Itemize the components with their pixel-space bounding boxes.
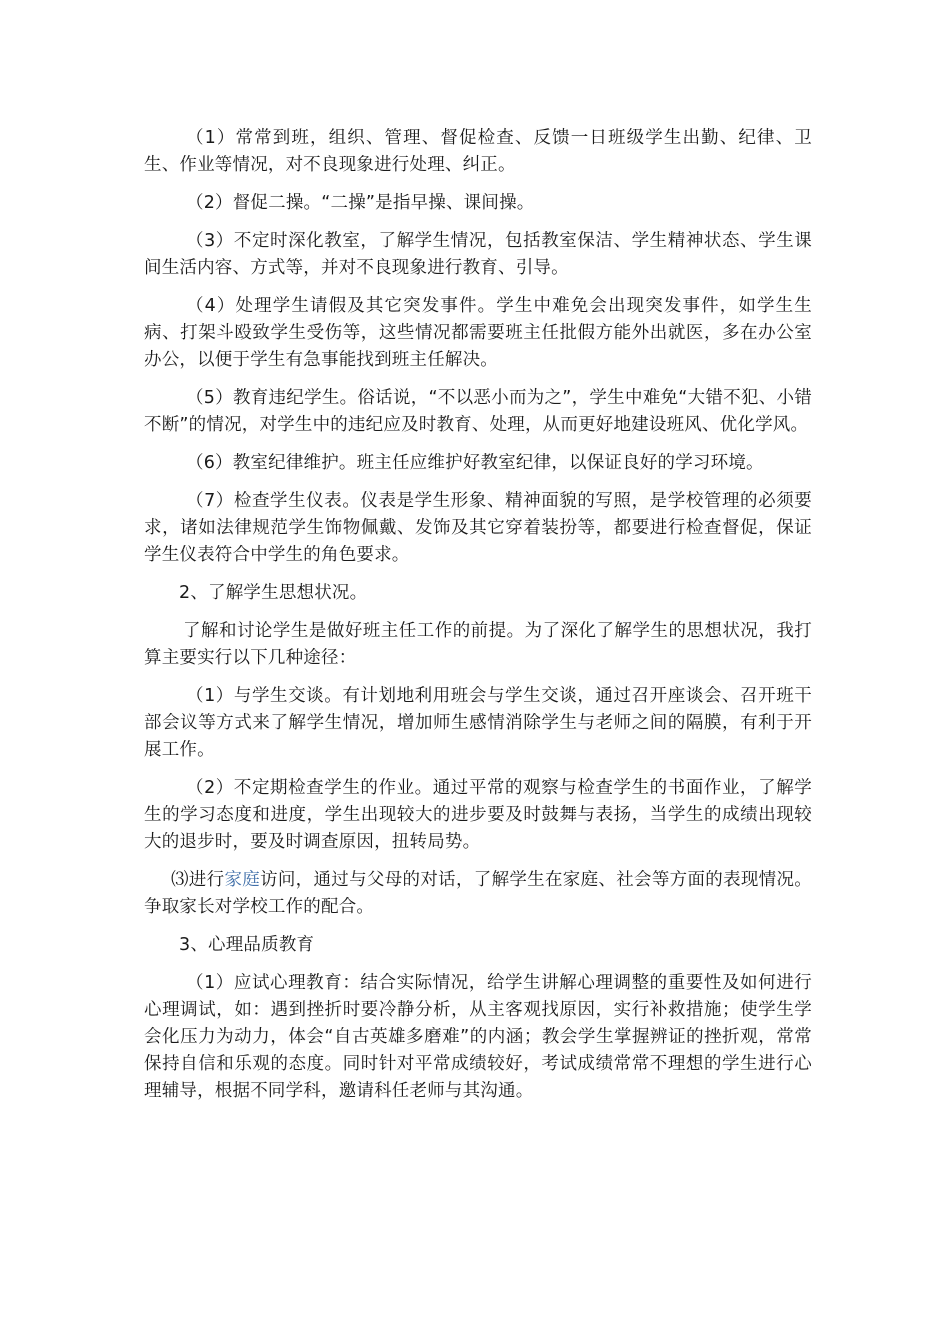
paragraph-thoughts-intro: 了解和讨论学生是做好班主任工作的前提。为了深化了解学生的思想状况，我打算主要实行以下几种途径： xyxy=(144,621,812,668)
section-heading-psychological-education: 3、心理品质教育 xyxy=(179,935,315,955)
paragraph-check-attendance: （1）常常到班，组织、管理、督促检查、反馈一日班级学生出勤、纪律、卫生、作业等情况，对不良现象进行处理、纠正。 xyxy=(144,128,812,175)
home-visit-prefix: ⑶进行 xyxy=(171,870,225,890)
paragraph-homework-check: （2）不定期检查学生的作业。通过平常的观察与检查学生的书面作业，了解学生的学习态度和进度，学生出现较大的进步要及时鼓舞与表扬，当学生的成绩出现较大的退步时，要及时调查原因，扭转局势。 xyxy=(144,778,812,852)
paragraph-classroom-order: （6）教室纪律维护。班主任应维护好教室纪律，以保证良好的学习环境。 xyxy=(186,453,764,473)
paragraph-discipline-education: （5）教育违纪学生。俗话说，“不以恶小而为之”，学生中难免“大错不犯、小错不断”的情况，对学生中的违纪应及时教育、处理，从而更好地建设班风、优化学风。 xyxy=(144,388,812,435)
paragraph-home-visit xyxy=(144,867,812,921)
paragraph-leave-emergencies: （4）处理学生请假及其它突发事件。学生中难免会出现突发事件，如学生生病、打架斗殴致学生受伤等，这些情况都需要班主任批假方能外出就医，多在办公室办公，以便于学生有急事能找到班主任解决。 xyxy=(144,296,812,370)
paragraph-exam-psychology: （1）应试心理教育：结合实际情况，给学生讲解心理调整的重要性及如何进行心理调试，如：遇到挫折时要冷静分析，从主客观找原因，实行补救措施；使学生学会化压力为动力，体会“自古英雄多磨难”的内涵；教会学生掌握辨证的挫折观，常常保持自信和乐观的态度。同时针对平常成绩较好，考试成绩常常不理想的学生进行心理辅导，根据不同学科，邀请科任老师与其沟通。 xyxy=(144,973,812,1101)
paragraph-talk-with-students: （1）与学生交谈。有计划地利用班会与学生交谈，通过召开座谈会、召开班干部会议等方式来了解学生情况，增加师生感情消除学生与老师之间的隔膜，有利于开展工作。 xyxy=(144,686,812,760)
section-heading-student-thoughts: 2、了解学生思想状况。 xyxy=(179,583,368,603)
paragraph-appearance-check: （7）检查学生仪表。仪表是学生形象、精神面貌的写照，是学校管理的必须要求，诸如法律规范学生饰物佩戴、发饰及其它穿着装扮等，都要进行检查督促，保证学生仪表符合中学生的角色要求。 xyxy=(144,491,812,565)
home-visit-suffix: 访问，通过与父母的对话，了解学生在家庭、社会等方面的表现情况。争取家长对学校工作的配合。 xyxy=(144,870,813,917)
document-body xyxy=(144,125,812,1116)
paragraph-classroom-visit: （3）不定时深化教室，了解学生情况，包括教室保洁、学生精神状态、学生课间生活内容、方式等，并对不良现象进行教育、引导。 xyxy=(144,231,812,278)
family-link[interactable]: 家庭 xyxy=(224,870,261,890)
paragraph-two-exercises: （2）督促二操。“二操”是指早操、课间操。 xyxy=(186,193,535,213)
